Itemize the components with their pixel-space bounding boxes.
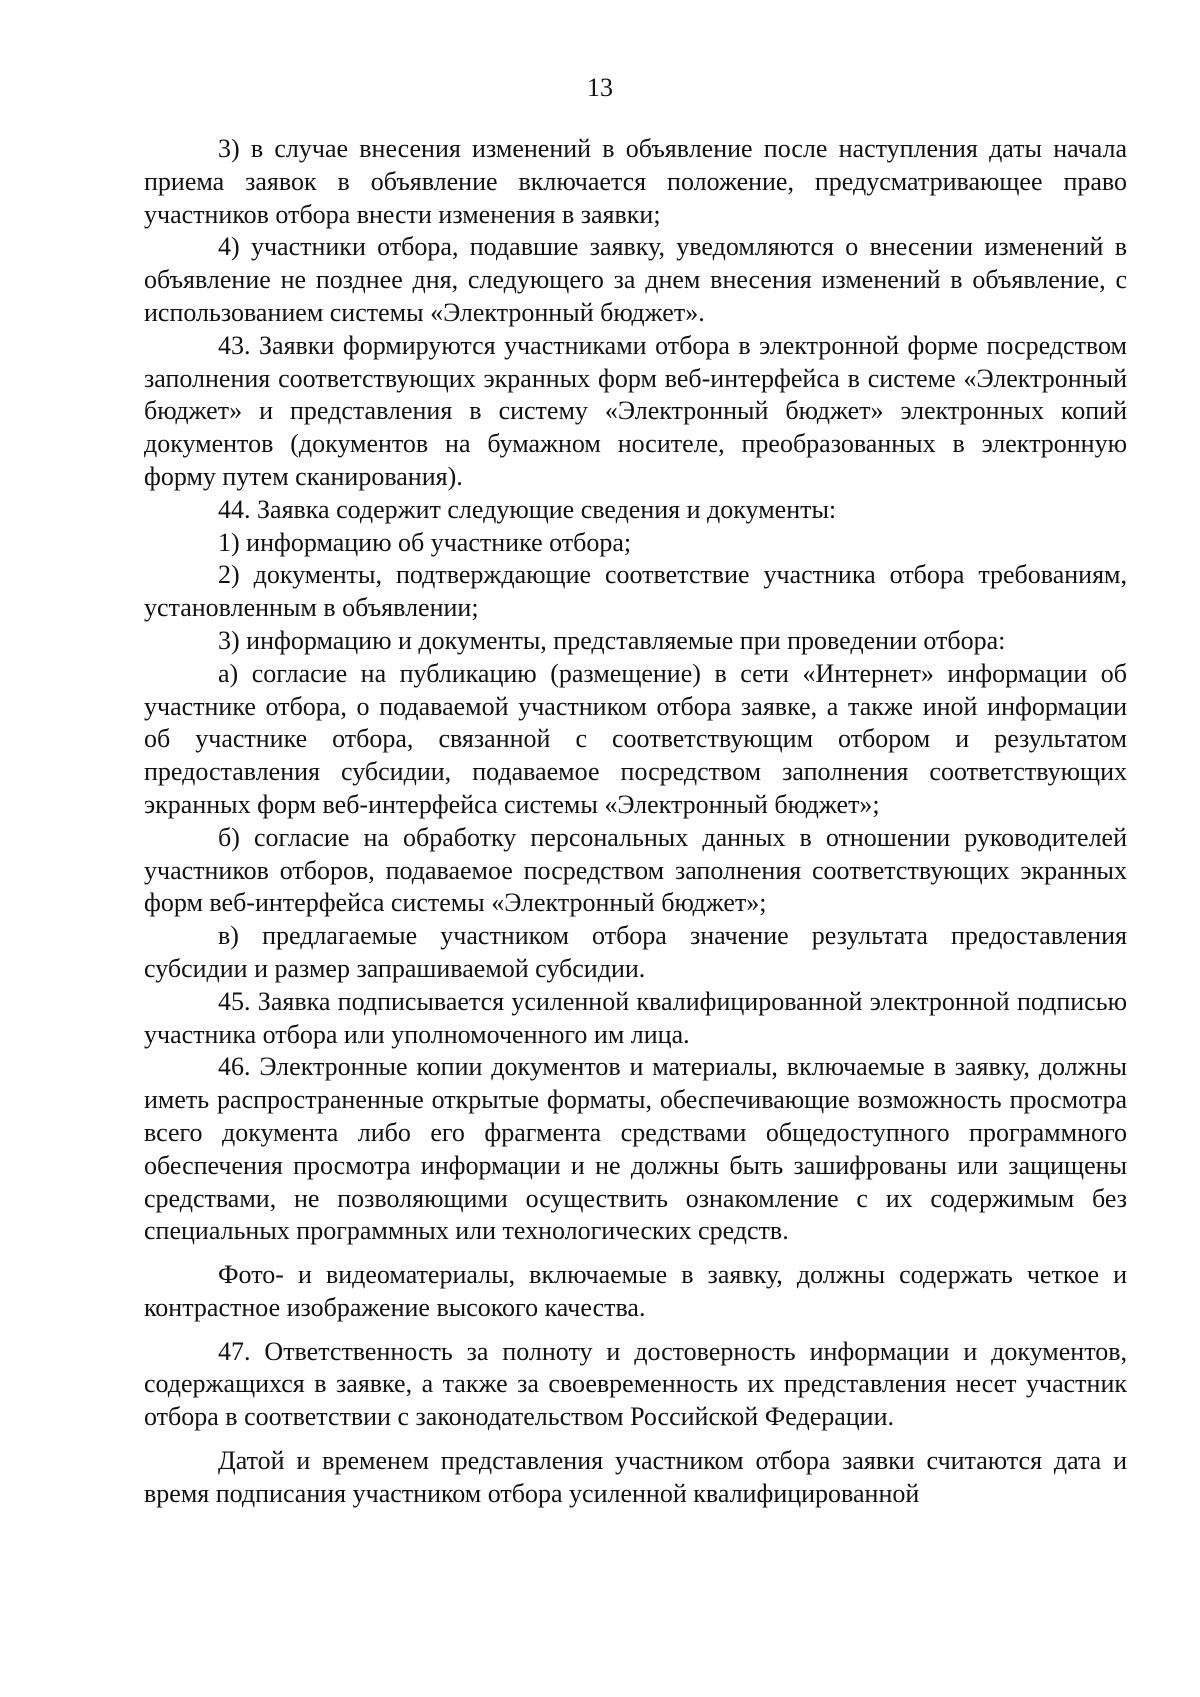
paragraph-46-photo-video: Фото- и видеоматериалы, включаемые в заявку, должны содержать четкое и контрастное изображение высокого качества. [144, 1260, 1127, 1322]
paragraph-44-application-contents: 44. Заявка содержит следующие сведения и документы: [218, 494, 837, 524]
paragraph-44-item-3: 3) информацию и документы, представляемые при проведении отбора: [218, 625, 1006, 655]
paragraph-47-responsibility: 47. Ответственность за полноту и достоверность информации и документов, содержащихся в заявке, а также за своевременность их представления несет участник отбора в соответствии с законодательством Российской Федерации. [144, 1336, 1127, 1432]
paragraph-44-item-1: 1) информацию об участнике отбора; [218, 527, 632, 557]
paragraph-44-item-3b: б) согласие на обработку персональных данных в отношении руководителей участников отборов, подаваемое посредством заполнения соответствующих экранных форм веб-интерфейса системы «Электронный бюджет»; [144, 822, 1127, 918]
paragraph-item-3-amendment-rights: 3) в случае внесения изменений в объявление после наступления даты начала приема заявок в объявление включается положение, предусматривающее право участников отбора внести изменения в заявки; [144, 134, 1127, 229]
paragraph-44-item-2: 2) документы, подтверждающие соответствие участника отбора требованиям, установленным в объявлении; [144, 560, 1127, 623]
paragraph-43-application-form: 43. Заявки формируются участниками отбора в электронной форме посредством заполнения соответствующих экранных форм веб-интерфейса в системе «Электронный бюджет» и представления в систему «Электронный бюджет» электронных копий документов (документов на бумажном носителе, преобразованных в электронную форму путем сканирования). [144, 330, 1127, 491]
paragraph-45-signature: 45. Заявка подписывается усиленной квалифицированной электронной подписью участника отбора или уполномоченного им лица. [144, 986, 1127, 1049]
page-number: 13 [587, 73, 613, 102]
paragraph-item-4-notification: 4) участники отбора, подавшие заявку, уведомляются о внесении изменений в объявление не позднее дня, следующего за днем внесения изменений в объявление, с использованием системы «Электронный бюджет». [144, 232, 1127, 327]
paragraph-47-submission-date: Датой и временем представления участником отбора заявки считаются дата и время подписания участником отбора усиленной квалифицированной [144, 1446, 1127, 1508]
document-body [144, 133, 1127, 1511]
paragraph-44-item-3a: а) согласие на публикацию (размещение) в сети «Интернет» информации об участнике отбора, о подаваемой участником отбора заявке, а также иной информации об участнике отбора, связанной с соответствующим отбором и результатом предоставления субсидии, подаваемое посредством заполнения соответствующих экранных форм веб-интерфейса системы «Электронный бюджет»; [144, 658, 1127, 819]
paragraph-46-electronic-copies: 46. Электронные копии документов и материалы, включаемые в заявку, должны иметь распространенные открытые форматы, обеспечивающие возможность просмотра всего документа либо его фрагмента средствами общедоступного программного обеспечения просмотра информации и не должны быть зашифрованы или защищены средствами, не позволяющими осуществить ознакомление с их содержимым без специальных программных или технологических средств. [144, 1052, 1127, 1246]
paragraph-44-item-3v: в) предлагаемые участником отбора значение результата предоставления субсидии и размер запрашиваемой субсидии. [144, 921, 1127, 983]
